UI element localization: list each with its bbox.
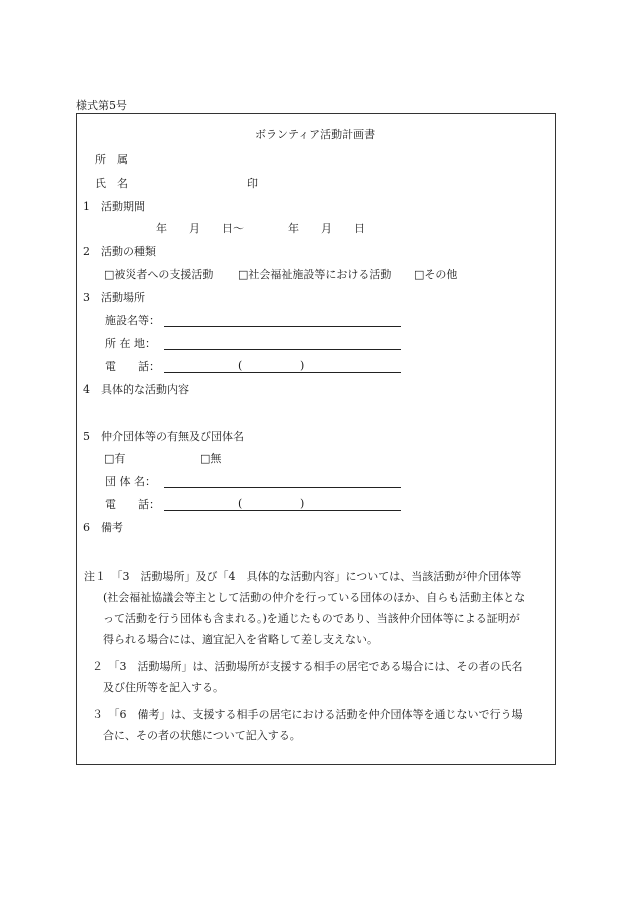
phone-label: 電 話： xyxy=(105,360,160,373)
section-1-heading: 1 活動期間 xyxy=(83,200,145,213)
group-phone-paren-close: ) xyxy=(300,497,305,510)
address-field[interactable] xyxy=(164,349,401,350)
activity-date-range[interactable]: 年 月 日～ 年 月 日 xyxy=(156,222,365,235)
phone-field[interactable] xyxy=(164,372,401,373)
form-number: 様式第5号 xyxy=(76,99,127,112)
facility-name-field[interactable] xyxy=(164,326,401,327)
option-no[interactable]: □無 xyxy=(200,452,222,465)
section-2-heading: 2 活動の種類 xyxy=(83,245,156,258)
note-1-line: 注１ 「3 活動場所」及び「4 具体的な活動内容」については、当該活動が仲介団体等 xyxy=(84,570,522,583)
section-6-heading: 6 備考 xyxy=(83,521,123,534)
address-label: 所 在 地： xyxy=(105,337,156,350)
group-phone-paren-open: ( xyxy=(238,497,243,510)
note-2 xyxy=(84,656,554,698)
form-title: ボランティア活動計画書 xyxy=(255,128,376,141)
group-phone-field[interactable] xyxy=(164,510,401,511)
note-3-line: ３ 「6 備考」は、支援する相手の居宅における活動を仲介団体等を通じないで行う場 xyxy=(92,708,523,721)
note-1-line: って活動を行う団体も含まれる。)を通じたものであり、当該仲介団体等による証明が xyxy=(103,612,520,625)
note-2-line: ２ 「3 活動場所」は、活動場所が支援する相手の居宅である場合には、その者の氏名 xyxy=(92,660,523,673)
section-3-heading: 3 活動場所 xyxy=(83,291,145,304)
option-disaster-support[interactable]: □被災者への支援活動 xyxy=(104,268,214,281)
note-1 xyxy=(84,566,554,650)
section-5-heading: 5 仲介団体等の有無及び団体名 xyxy=(83,430,244,443)
group-name-field[interactable] xyxy=(164,487,401,488)
note-3 xyxy=(84,704,554,746)
affiliation-label: 所 属 xyxy=(95,153,128,166)
note-3-line: 合に、その者の状態について記入する。 xyxy=(103,729,301,742)
group-phone-label: 電 話： xyxy=(105,498,160,511)
option-welfare-facility[interactable]: □社会福祉施設等における活動 xyxy=(238,268,392,281)
note-1-line: 得られる場合には、適宜記入を省略して差し支えない。 xyxy=(103,633,378,646)
seal-mark: 印 xyxy=(247,177,258,190)
phone-paren-close: ) xyxy=(300,359,305,372)
facility-name-label: 施設名等： xyxy=(105,314,160,327)
name-label: 氏 名 xyxy=(95,177,128,190)
section-4-heading: 4 具体的な活動内容 xyxy=(83,383,189,396)
note-2-line: 及び住所等を記入する。 xyxy=(103,681,224,694)
option-other[interactable]: □その他 xyxy=(414,268,458,281)
group-name-label: 団 体 名： xyxy=(105,475,156,488)
phone-paren-open: ( xyxy=(238,359,243,372)
option-yes[interactable]: □有 xyxy=(104,452,126,465)
note-1-line: (社会福祉協議会等主として活動の仲介を行っている団体のほか、自らも活動主体とな xyxy=(103,591,526,604)
